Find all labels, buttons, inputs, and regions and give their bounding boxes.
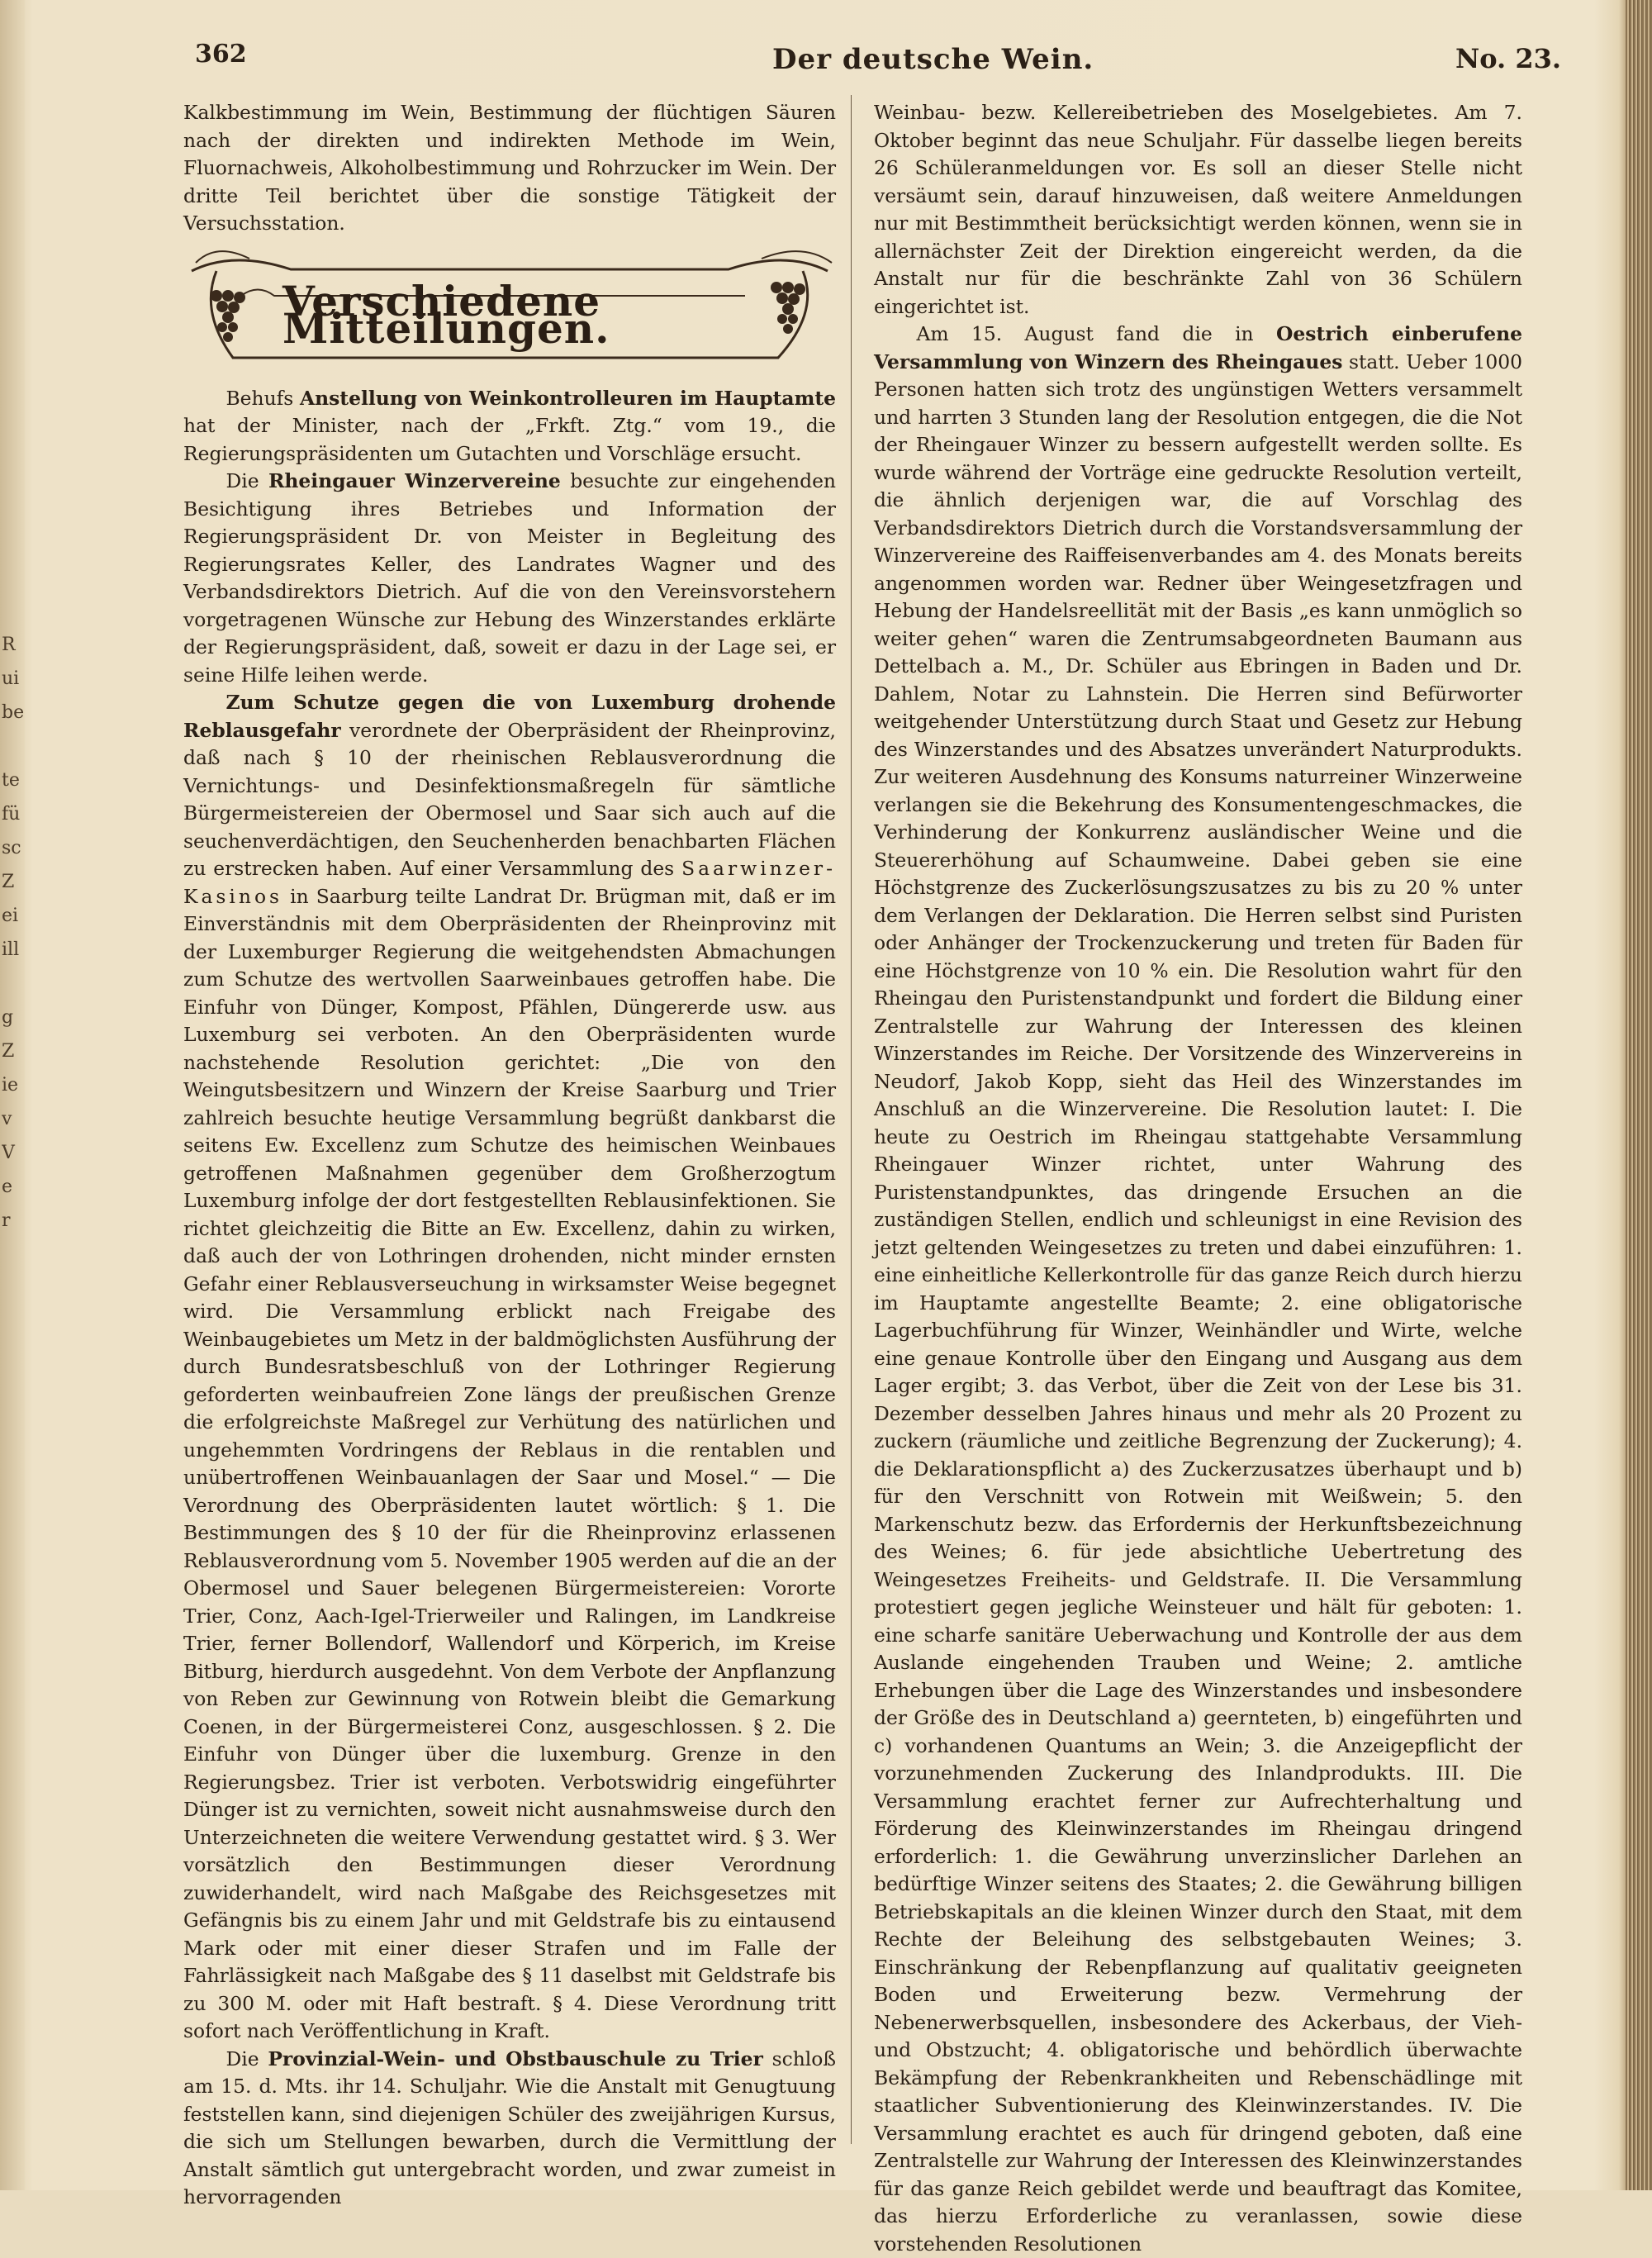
margin-fragment [2, 967, 26, 1001]
margin-fragment: ui [2, 668, 20, 689]
margin-fragment: V [2, 1143, 15, 1163]
margin-fragment: be [2, 702, 25, 723]
column-rule [851, 95, 852, 2144]
margin-fragment: fü [2, 804, 21, 825]
article-paragraph: Zum Schutze gegen die von Luxemburg drohende Reblausgefahr verordnete der Oberpräsident der Rheinprovinz, daß nach § 10 der rheinischen Reblausverordnung die Vernichtungs- und Desinfektionsmaßregeln für sämtliche Bürgermeistereien der Obermosel und Saar sich auch auf die seuchenverdächtigen, den Seuchenherden benachbarten Flächen zu erstrecken haben. Auf einer Versammlung des Saarwinzer-Kasinos in Saarburg teilte Landrat Dr. Brügman mit, daß er im Einverständnis mit dem Oberpräsidenten der Rheinprovinz mit der Luxemburger Regierung die weitgehendsten Abmachungen zum Schutze des wertvollen Saarweinbaues getroffen habe. Die Einfuhr von Dünger, Kompost, Pfählen, Düngererde usw. aus Luxemburg sei verboten. An den Oberpräsidenten wurde nachstehende Resolution gerichtet: „Die von den Weingutsbesitzern und Winzern der Kreise Saarburg und Trier zahlreich besuchte heutige Versammlung begrüßt dankbarst die seitens Ew. Excellenz zum Schutze des heimischen Weinbaues getroffenen Maßnahmen gegenüber dem Großherzogtum Luxemburg infolge der dort festgestellten Reblausinfektionen. Sie richtet gleichzeitig die Bitte an Ew. Excellenz, dahin zu wirken, daß auch der von Lothringen drohenden, nicht minder ernsten Gefahr einer Reblausverseuchung in wirksamster Weise begegnet wird. Die Versammlung erblickt nach Freigabe des Weinbaugebietes um Metz in der baldmöglichsten Ausführung der durch Bundesratsbeschluß von der Lothringer Regierung geforderten weinbaufreien Zone längs der preußischen Grenze die erfolgreichste Maßregel zur Verhütung des natürlichen und ungehemmten Vordringens der Reblaus in die rentablen und unübertroffenen Weinbauanlagen der Saar und Mosel.“ — Die Verordnung des Oberpräsidenten lautet wörtlich: § 1. Die Bestimmungen des § 10 der für die Rheinprovinz erlassenen Reblausverordnung vom 5. November 1905 werden auf die an der Obermosel und Sauer belegenen Bürgermeistereien: Vororte Trier, Conz, Aach-Igel-Trierweiler und Ralingen, im Landkreise Trier, ferner Bollendorf, Wallendorf und Körperich, im Kreise Bitburg, hierdurch ausgedehnt. Von dem Verbote der Anpflanzung von Reben zur Gewinnung von Rotwein bleibt die Gemarkung Coenen, in der Bürgermeisterei Conz, ausgeschlossen. § 2. Die Einfuhr von Dünger über die luxemburg. Grenze in den Regierungsbez. Trier ist verboten. Verbotswidrig eingeführter Dünger ist zu vernichten, soweit nicht ausnahmsweise durch den Unterzeichneten die weitere Verwendung gestattet wird. § 3. Wer vorsätzlich den Bestimmungen dieser Verordnung zuwiderhandelt, wird nach Maßgabe des Reichsgesetzes mit Gefängnis bis zu einem Jahr und mit Geldstrafe bis zu eintausend Mark oder mit einer dieser Strafen und im Falle der Fahrlässigkeit nach Maßgabe des § 11 daselbst mit Geldstrafe bis zu 300 M. oder mit Haft bestraft. § 4. Diese Verordnung tritt sofort nach Veröffentlichung in Kraft. [183, 691, 836, 2042]
article-paragraph: Behufs Anstellung von Weinkontrolleuren im Hauptamte hat der Minister, nach der „Frkft. Ztg.“ vom 19., die Regierungspräsidenten um Gutachten und Vorschläge ersucht. [183, 386, 836, 465]
article-lead: Oestrich einberufene Versammlung von Winzern des Rheingaues [874, 322, 1522, 373]
margin-fragment: ei [2, 906, 19, 926]
article-lead: Zum Schutze gegen die von Luxemburg drohende Reblausgefahr [183, 691, 836, 742]
book-binding [1626, 0, 1652, 2190]
margin-fragment: e [2, 1177, 13, 1197]
margin-fragment: sc [2, 838, 21, 858]
intro-paragraph: Kalkbestimmung im Wein, Bestimmung der flüchtigen Säuren nach der direkten und indirekten Methode im Wein, Fluornachweis, Alkoholbestimmung und Rohrzucker im Wein. Der dritte Teil berichtet über die sonstige Tätigkeit der Versuchsstation. [183, 101, 836, 235]
margin-fragment: g [2, 1007, 14, 1028]
section-heading: Verschiedene Mitteilungen. [282, 276, 610, 353]
article-lead: Rheingauer Winzervereine [268, 469, 561, 492]
article-paragraph: Am 15. August fand die in Oestrich einberufene Versammlung von Winzern des Rheingaues statt. Ueber 1000 Personen hatten sich trotz des ungünstigen Wetters versammelt und harrten 3 Stunden lang der Resolution entgegen, die die Not der Rheingauer Winzer zu bessern aufgestellt werden sollte. Es wurde während der Vorträge eine gedruckte Resolution verteilt, die ähnlich derjenigen war, die auf Vorschlag des Verbandsdirektors Dietrich durch die Vorstandsversammlung der Winzervereine des Raiffeisenverbandes am 4. des Monats bereits angenommen worden war. Redner über Weingesetzfragen und Hebung der Handelsreellität mit der Basis „es kann unmöglich so weiter gehen“ waren die Zentrumsabgeordneten Baumann aus Dettelbach a. M., Dr. Schüler aus Ebringen in Baden und Dr. Dahlem, Notar zu Lahnstein. Die Herren sind Befürworter weitgehender Unterstützung durch Staat und Gesetz zur Hebung des Winzerstandes und des Absatzes unverändert Naturprodukts. Zur weiteren Ausdehnung des Konsums naturreiner Winzerweine verlangen sie die Bekehrung des Konsumentengeschmackes, die Verhinderung der Konkurrenz ausländischer Weine und die Steuererhöhung auf Schaumweine. Dabei geben sie eine Höchstgrenze des Zuckerlösungszusatzes zu bis zu 20 % unter dem Verlangen der Deklaration. Die Herren selbst sind Puristen oder Anhänger der Trockenzuckerung und treten für Baden für eine Höchstgrenze von 10 % ein. Die Resolution wahrt für den Rheingau den Puristenstandpunkt und fordert die Bildung einer Zentralstelle zur Wahrung der Interessen des kleinen Winzerstandes im Reiche. Der Vorsitzende des Winzervereins in Neudorf, Jakob Kopp, sieht das Heil des Winzerstandes im Anschluß an die Winzervereine. Die Resolution lautet: I. Die heute zu Oestrich im Rheingau stattgehabte Versammlung Rheingauer Winzer richtet, unter Wahrung des Puristenstandpunktes, das dringende Ersuchen an die zuständigen Stellen, endlich und schleunigst in eine Revision des jetzt geltenden Weingesetzes zu treten und dabei einzuführen: 1. eine einheitliche Kellerkontrolle für das ganze Reich durch hierzu im Hauptamte angestellte Beamte; 2. eine obligatorische Lagerbuchführung für Winzer, Weinhändler und Wirte, welche eine genaue Kontrolle über den Eingang und Ausgang aus dem Lager ergibt; 3. das Verbot, über die Zeit von der Lese bis 31. Dezember desselben Jahres hinaus und mehr als 20 Prozent zu zuckern (räumliche und zeitliche Begrenzung der Zuckerung); 4. die Deklarationspflicht a) des Zuckerzusatzes überhaupt und b) für den Verschnitt von Rotwein mit Weißwein; 5. den Markenschutz bezw. das Erfordernis der Herkunftsbezeichnung des Weines; 6. für jede absichtliche Uebertretung des Weingesetzes Freiheits- und Geldstrafe. II. Die Versammlung protestiert gegen jegliche Weinsteuer und hält für geboten: 1. eine scharfe sanitäre Ueberwachung und Kontrolle der aus dem Auslande eingehenden Trauben und Weine; 2. amtliche Erhebungen über die Lage des Winzerstandes und insbesondere der Größe des in Deutschland a) geernteten, b) eingeführten und c) vorhandenen Quantums an Wein; 3. die Anzeigepflicht der vorzunehmenden Zuckerung des Inlandprodukts. III. Die Versammlung erachtet ferner zur Aufrechterhaltung und Förderung des Kleinwinzerstandes im Rheingau dringend erforderlich: 1. die Gewährung unverzinslicher Darlehen an bedürftige Winzer seitens des Staates; 2. die Gewährung billigen Betriebskapitals an die kleinen Winzer durch den Staat, mit dem Rechte der Beleihung des selbstgebauten Weines; 3. Einschränkung der Rebenpflanzung auf qualitativ geeigneten Boden und Erweiterung bezw. Vermehrung der Nebenerwerbsquellen, insbesondere des Ackerbaus, der Vieh- und Obstzucht; 4. obligatorische und behördlich überwachte Bekämpfung der Rebenkrankheiten und Rebenschädlinge mit staatlicher Subventionierung des Kleinwinzerstandes. IV. Die Versammlung erachtet es auch für dringend geboten, daß eine Zentralstelle zur Wahrung der Interessen des Kleinwinzerstandes für das ganze Reich gebildet werde und beauftragt das Komitee, das hierzu Erforderliche zu veranlassen, sowie diese vorstehenden Resolutionen [874, 322, 1522, 2256]
running-title: Der deutsche Wein. [772, 43, 1094, 76]
margin-fragment: Z [2, 872, 15, 892]
continuation-paragraph: Weinbau- bezw. Kellereibetrieben des Moselgebietes. Am 7. Oktober beginnt das neue Schuljahr. Für dasselbe liegen bereits 26 Schüleranmeldungen vor. Es soll an dieser Stelle nicht versäumt sein, darauf hinzuweisen, daß weitere Anmeldungen nur mit Bestimmtheit berücksichtigt werden können, wenn sie in allernächster Zeit der Direktion eingereicht werden, da die Anstalt nur für die beschränkte Zahl von 36 Schülern eingerichtet ist. [874, 101, 1522, 318]
article-lead: Anstellung von Weinkontrolleuren im Hauptamte [299, 386, 836, 410]
margin-fragment: v [2, 1109, 12, 1129]
article-lead: Provinzial-Wein- und Obstbauschule zu Trier [268, 2046, 763, 2070]
margin-fragment: ie [2, 1075, 19, 1096]
article-paragraph: Die Rheingauer Winzervereine besuchte zur eingehenden Besichtigung ihres Betriebes und Information der Regierungspräsident Dr. von Meister in Begleitung des Regierungsrates Keller, des Landrates Wagner und des Verbandsdirektors Dietrich. Auf die von den Vereinsvorstehern vorgetragenen Wünsche zur Hebung des Winzerstandes erklärte der Regierungspräsident, daß, soweit er dazu in der Lage sei, er seine Hilfe leihen werde. [183, 469, 836, 687]
page-header [165, 31, 1561, 89]
margin-fragment: r [2, 1210, 11, 1231]
article-paragraph: Die Provinzial-Wein- und Obstbauschule zu Trier schloß am 15. d. Mts. ihr 14. Schuljahr. Wie die Anstalt mit Genugtuung feststellen kann, sind diejenigen Schüler des zweijährigen Kursus, die sich um Stellungen bewarben, durch die Vermittlung der Anstalt sämtlich gut untergebracht worden, und zwar zumeist in hervorragenden [183, 2046, 836, 2208]
margin-fragment: te [2, 770, 20, 791]
page-number: 362 [195, 40, 247, 69]
margin-fragment: Z [2, 1041, 15, 1062]
right-column [874, 99, 1522, 2258]
left-column [183, 99, 836, 2212]
margin-fragment: R [2, 635, 16, 655]
margin-fragment [2, 730, 26, 763]
margin-fragment: ill [2, 939, 20, 960]
issue-number: No. 23. [1455, 43, 1561, 74]
margin-fragments [2, 628, 26, 1238]
section-heading-ornament [183, 246, 836, 370]
